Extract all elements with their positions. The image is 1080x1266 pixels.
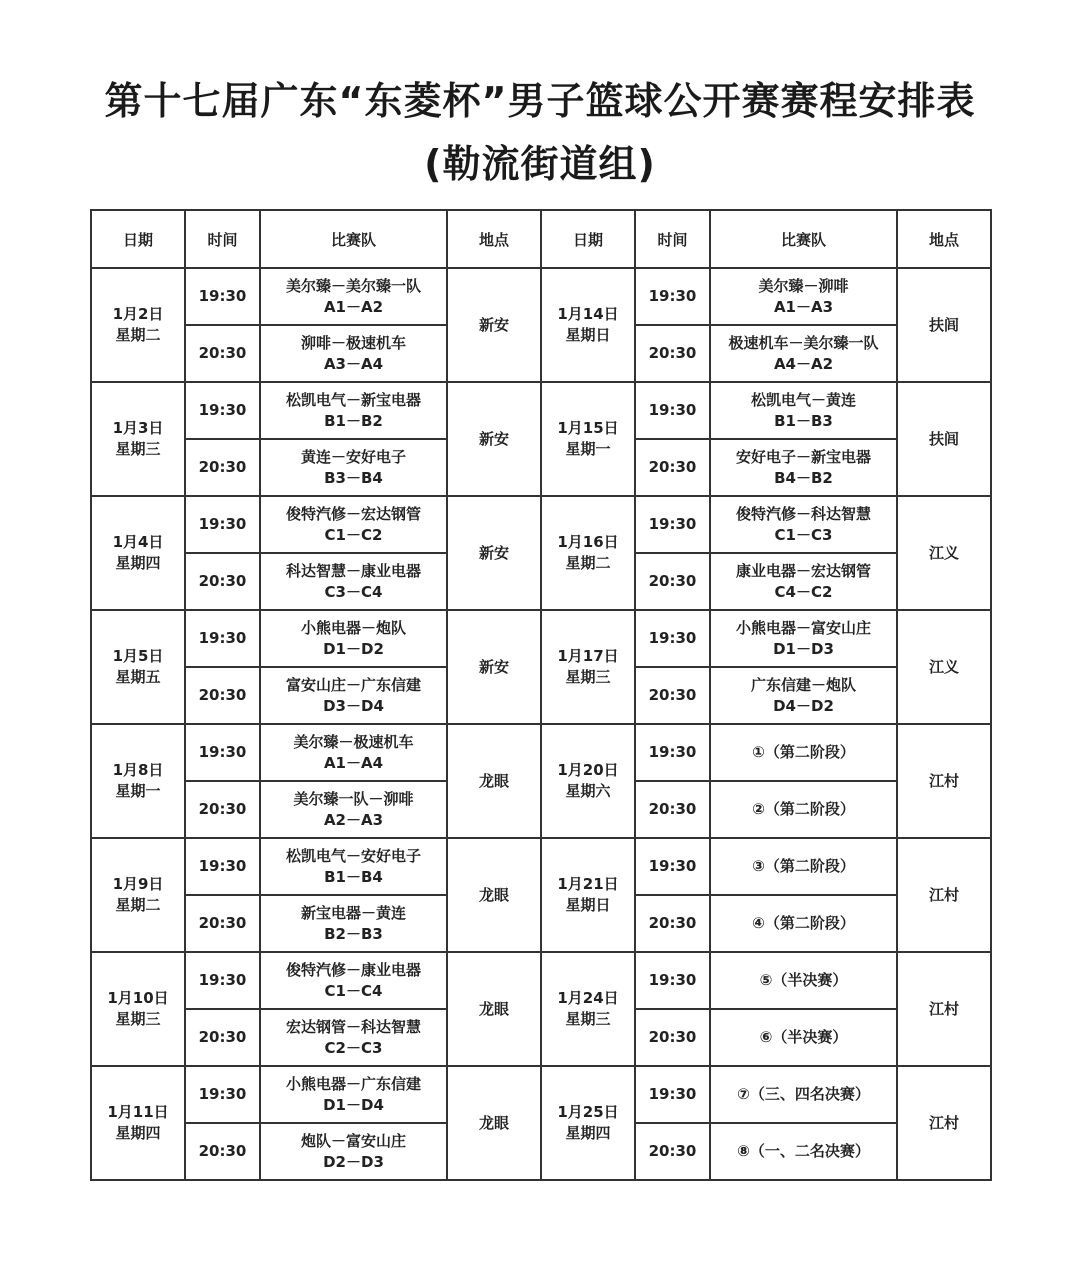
match-code: A3－A4 <box>323 354 384 373</box>
match-venue: 江村 <box>897 724 991 838</box>
match-venue: 江村 <box>897 838 991 952</box>
date-cell <box>541 610 635 724</box>
match-time: 20:30 <box>185 553 260 610</box>
match-time: 19:30 <box>185 838 260 895</box>
match-teams: 松凯电气－黄连 <box>750 390 856 409</box>
match-venue: 新安 <box>447 382 541 496</box>
teams-cell <box>260 325 447 382</box>
match-date: 1月5日 <box>112 647 164 665</box>
teams-cell <box>710 268 897 325</box>
match-time: 20:30 <box>635 1123 710 1180</box>
date-cell <box>91 952 185 1066</box>
teams-cell <box>260 952 447 1009</box>
match-teams: 美尔臻－美尔臻一队 <box>285 276 421 295</box>
teams-cell <box>260 268 447 325</box>
match-teams: 小熊电器－富安山庄 <box>735 618 871 637</box>
teams-cell <box>710 781 897 838</box>
match-code: A4－A2 <box>773 354 834 373</box>
teams-cell <box>260 838 447 895</box>
date-cell <box>91 610 185 724</box>
match-weekday: 星期一 <box>115 782 161 800</box>
date-cell <box>541 382 635 496</box>
match-time: 19:30 <box>635 382 710 439</box>
date-cell <box>91 382 185 496</box>
match-venue: 龙眼 <box>447 952 541 1066</box>
teams-cell <box>710 1009 897 1066</box>
teams-cell <box>260 724 447 781</box>
date-cell <box>541 838 635 952</box>
match-venue: 新安 <box>447 268 541 382</box>
match-weekday: 星期六 <box>565 782 611 800</box>
header-time: 时间 <box>635 210 710 268</box>
match-weekday: 星期三 <box>565 1010 611 1028</box>
table-row <box>91 382 991 439</box>
teams-cell <box>260 667 447 724</box>
table-row <box>91 838 991 895</box>
teams-cell <box>710 325 897 382</box>
date-cell <box>91 268 185 382</box>
date-cell <box>91 838 185 952</box>
match-teams: 美尔臻一队－泖啡 <box>293 789 414 808</box>
table-row <box>91 610 991 667</box>
table-row <box>91 496 991 553</box>
match-time: 20:30 <box>185 439 260 496</box>
match-time: 19:30 <box>185 724 260 781</box>
match-teams: 俊特汽修－康业电器 <box>285 960 421 979</box>
match-teams: ③（第二阶段） <box>752 857 855 875</box>
teams-cell <box>710 838 897 895</box>
match-code: B1－B4 <box>324 867 383 886</box>
date-cell <box>541 952 635 1066</box>
date-cell <box>541 724 635 838</box>
header-time: 时间 <box>185 210 260 268</box>
match-teams: ⑦（三、四名决赛） <box>737 1085 870 1103</box>
match-weekday: 星期四 <box>115 554 161 572</box>
teams-cell <box>260 610 447 667</box>
match-code: C1－C3 <box>774 525 833 544</box>
match-code: D3－D4 <box>323 696 384 715</box>
match-date: 1月21日 <box>557 875 619 893</box>
match-teams: 美尔臻－极速机车 <box>293 732 414 751</box>
match-teams: ⑤（半决赛） <box>759 971 848 989</box>
match-teams: ④（第二阶段） <box>752 914 855 932</box>
match-code: B3－B4 <box>324 468 383 487</box>
date-cell <box>541 496 635 610</box>
match-code: B1－B2 <box>324 411 383 430</box>
teams-cell <box>710 439 897 496</box>
match-date: 1月20日 <box>557 761 619 779</box>
match-teams: ②（第二阶段） <box>752 800 855 818</box>
match-time: 19:30 <box>635 610 710 667</box>
match-weekday: 星期日 <box>565 326 611 344</box>
date-cell <box>91 1066 185 1180</box>
match-teams: 泖啡－极速机车 <box>300 333 406 352</box>
match-time: 19:30 <box>635 838 710 895</box>
match-teams: 宏达钢管－科达智慧 <box>285 1017 421 1036</box>
match-teams: 广东信建－炮队 <box>750 675 856 694</box>
match-teams: 松凯电气－安好电子 <box>285 846 421 865</box>
match-time: 19:30 <box>185 952 260 1009</box>
match-time: 19:30 <box>185 268 260 325</box>
match-weekday: 星期三 <box>115 440 161 458</box>
match-code: A2－A3 <box>323 810 384 829</box>
match-date: 1月2日 <box>112 305 164 323</box>
match-weekday: 星期三 <box>115 1010 161 1028</box>
match-time: 19:30 <box>635 1066 710 1123</box>
match-time: 20:30 <box>185 781 260 838</box>
match-time: 19:30 <box>185 1066 260 1123</box>
match-weekday: 星期四 <box>115 1124 161 1142</box>
match-teams: 富安山庄－广东信建 <box>285 675 421 694</box>
match-time: 19:30 <box>635 952 710 1009</box>
match-teams: 极速机车－美尔臻一队 <box>728 333 879 352</box>
teams-cell <box>260 1123 447 1180</box>
teams-cell <box>260 781 447 838</box>
match-time: 19:30 <box>635 268 710 325</box>
match-time: 20:30 <box>635 1009 710 1066</box>
match-time: 20:30 <box>635 895 710 952</box>
match-date: 1月15日 <box>557 419 619 437</box>
match-time: 20:30 <box>185 895 260 952</box>
match-code: C1－C4 <box>324 981 383 1000</box>
header-date: 日期 <box>541 210 635 268</box>
date-cell <box>91 496 185 610</box>
match-code: D1－D4 <box>323 1095 384 1114</box>
match-teams: 康业电器－宏达钢管 <box>735 561 871 580</box>
date-cell <box>541 1066 635 1180</box>
match-time: 20:30 <box>185 1009 260 1066</box>
teams-cell <box>710 1066 897 1123</box>
match-date: 1月16日 <box>557 533 619 551</box>
date-cell <box>91 724 185 838</box>
match-teams: 黄连－安好电子 <box>300 447 406 466</box>
match-code: A1－A4 <box>323 753 384 772</box>
header-teams: 比赛队 <box>710 210 897 268</box>
match-code: B2－B3 <box>324 924 383 943</box>
match-teams: 小熊电器－炮队 <box>300 618 406 637</box>
match-venue: 龙眼 <box>447 724 541 838</box>
match-teams: 小熊电器－广东信建 <box>285 1074 421 1093</box>
match-code: A1－A3 <box>773 297 834 316</box>
teams-cell <box>260 895 447 952</box>
match-time: 19:30 <box>635 496 710 553</box>
match-teams: 松凯电气－新宝电器 <box>285 390 421 409</box>
match-venue: 龙眼 <box>447 838 541 952</box>
page-title: 第十七届广东“东菱杯”男子篮球公开赛赛程安排表 <box>104 79 976 123</box>
match-venue: 江村 <box>897 952 991 1066</box>
match-weekday: 星期日 <box>565 896 611 914</box>
page-subtitle: (勒流街道组) <box>424 142 656 186</box>
match-weekday: 星期五 <box>115 668 161 686</box>
teams-cell <box>710 1123 897 1180</box>
teams-cell <box>260 439 447 496</box>
match-teams: ⑧（一、二名决赛） <box>737 1142 870 1160</box>
match-time: 19:30 <box>185 382 260 439</box>
match-weekday: 星期三 <box>565 668 611 686</box>
teams-cell <box>710 496 897 553</box>
match-venue: 扶闾 <box>897 382 991 496</box>
match-time: 19:30 <box>635 724 710 781</box>
match-teams: 美尔臻－泖啡 <box>758 276 849 295</box>
teams-cell <box>260 382 447 439</box>
match-time: 19:30 <box>185 610 260 667</box>
table-row <box>91 724 991 781</box>
match-date: 1月9日 <box>112 875 164 893</box>
header-row <box>91 210 991 268</box>
match-date: 1月14日 <box>557 305 619 323</box>
match-date: 1月8日 <box>112 761 164 779</box>
match-teams: 安好电子－新宝电器 <box>735 447 871 466</box>
match-code: C3－C4 <box>324 582 383 601</box>
match-date: 1月11日 <box>107 1103 169 1121</box>
match-venue: 龙眼 <box>447 1066 541 1180</box>
match-time: 20:30 <box>635 439 710 496</box>
teams-cell <box>710 952 897 1009</box>
schedule-table <box>90 209 992 1181</box>
match-time: 20:30 <box>185 1123 260 1180</box>
match-venue: 江义 <box>897 496 991 610</box>
match-weekday: 星期二 <box>565 554 611 572</box>
teams-cell <box>260 496 447 553</box>
table-row <box>91 1066 991 1123</box>
teams-cell <box>710 553 897 610</box>
teams-cell <box>260 1066 447 1123</box>
match-date: 1月3日 <box>112 419 164 437</box>
match-venue: 新安 <box>447 496 541 610</box>
teams-cell <box>710 724 897 781</box>
match-code: D1－D2 <box>323 639 384 658</box>
match-date: 1月24日 <box>557 989 619 1007</box>
match-teams: 俊特汽修－宏达钢管 <box>285 504 421 523</box>
match-code: C2－C3 <box>324 1038 383 1057</box>
match-teams: ⑥（半决赛） <box>759 1028 848 1046</box>
match-code: A1－A2 <box>323 297 384 316</box>
teams-cell <box>710 610 897 667</box>
match-weekday: 星期二 <box>115 326 161 344</box>
match-weekday: 星期四 <box>565 1124 611 1142</box>
match-teams: 科达智慧－康业电器 <box>285 561 421 580</box>
match-teams: 炮队－富安山庄 <box>300 1131 406 1150</box>
match-time: 20:30 <box>635 781 710 838</box>
match-venue: 江村 <box>897 1066 991 1180</box>
match-code: D1－D3 <box>773 639 834 658</box>
match-code: D4－D2 <box>773 696 834 715</box>
match-teams: 俊特汽修－科达智慧 <box>735 504 871 523</box>
match-date: 1月17日 <box>557 647 619 665</box>
match-code: B4－B2 <box>774 468 833 487</box>
header-venue: 地点 <box>447 210 541 268</box>
match-code: C1－C2 <box>324 525 383 544</box>
teams-cell <box>710 667 897 724</box>
schedule-body <box>91 268 991 1180</box>
match-venue: 江义 <box>897 610 991 724</box>
match-weekday: 星期一 <box>565 440 611 458</box>
table-row <box>91 952 991 1009</box>
match-time: 20:30 <box>635 667 710 724</box>
match-weekday: 星期二 <box>115 896 161 914</box>
teams-cell <box>710 382 897 439</box>
match-venue: 新安 <box>447 610 541 724</box>
match-teams: 新宝电器－黄连 <box>300 903 406 922</box>
teams-cell <box>260 1009 447 1066</box>
match-venue: 扶闾 <box>897 268 991 382</box>
match-code: D2－D3 <box>323 1152 384 1171</box>
match-date: 1月4日 <box>112 533 164 551</box>
teams-cell <box>710 895 897 952</box>
match-teams: ①（第二阶段） <box>752 743 855 761</box>
header-teams: 比赛队 <box>260 210 447 268</box>
match-code: B1－B3 <box>774 411 833 430</box>
match-code: C4－C2 <box>774 582 833 601</box>
table-row <box>91 268 991 325</box>
match-time: 20:30 <box>635 553 710 610</box>
match-time: 20:30 <box>635 325 710 382</box>
date-cell <box>541 268 635 382</box>
header-venue: 地点 <box>897 210 991 268</box>
match-date: 1月25日 <box>557 1103 619 1121</box>
match-time: 20:30 <box>185 667 260 724</box>
match-date: 1月10日 <box>107 989 169 1007</box>
teams-cell <box>260 553 447 610</box>
match-time: 19:30 <box>185 496 260 553</box>
header-date: 日期 <box>91 210 185 268</box>
match-time: 20:30 <box>185 325 260 382</box>
